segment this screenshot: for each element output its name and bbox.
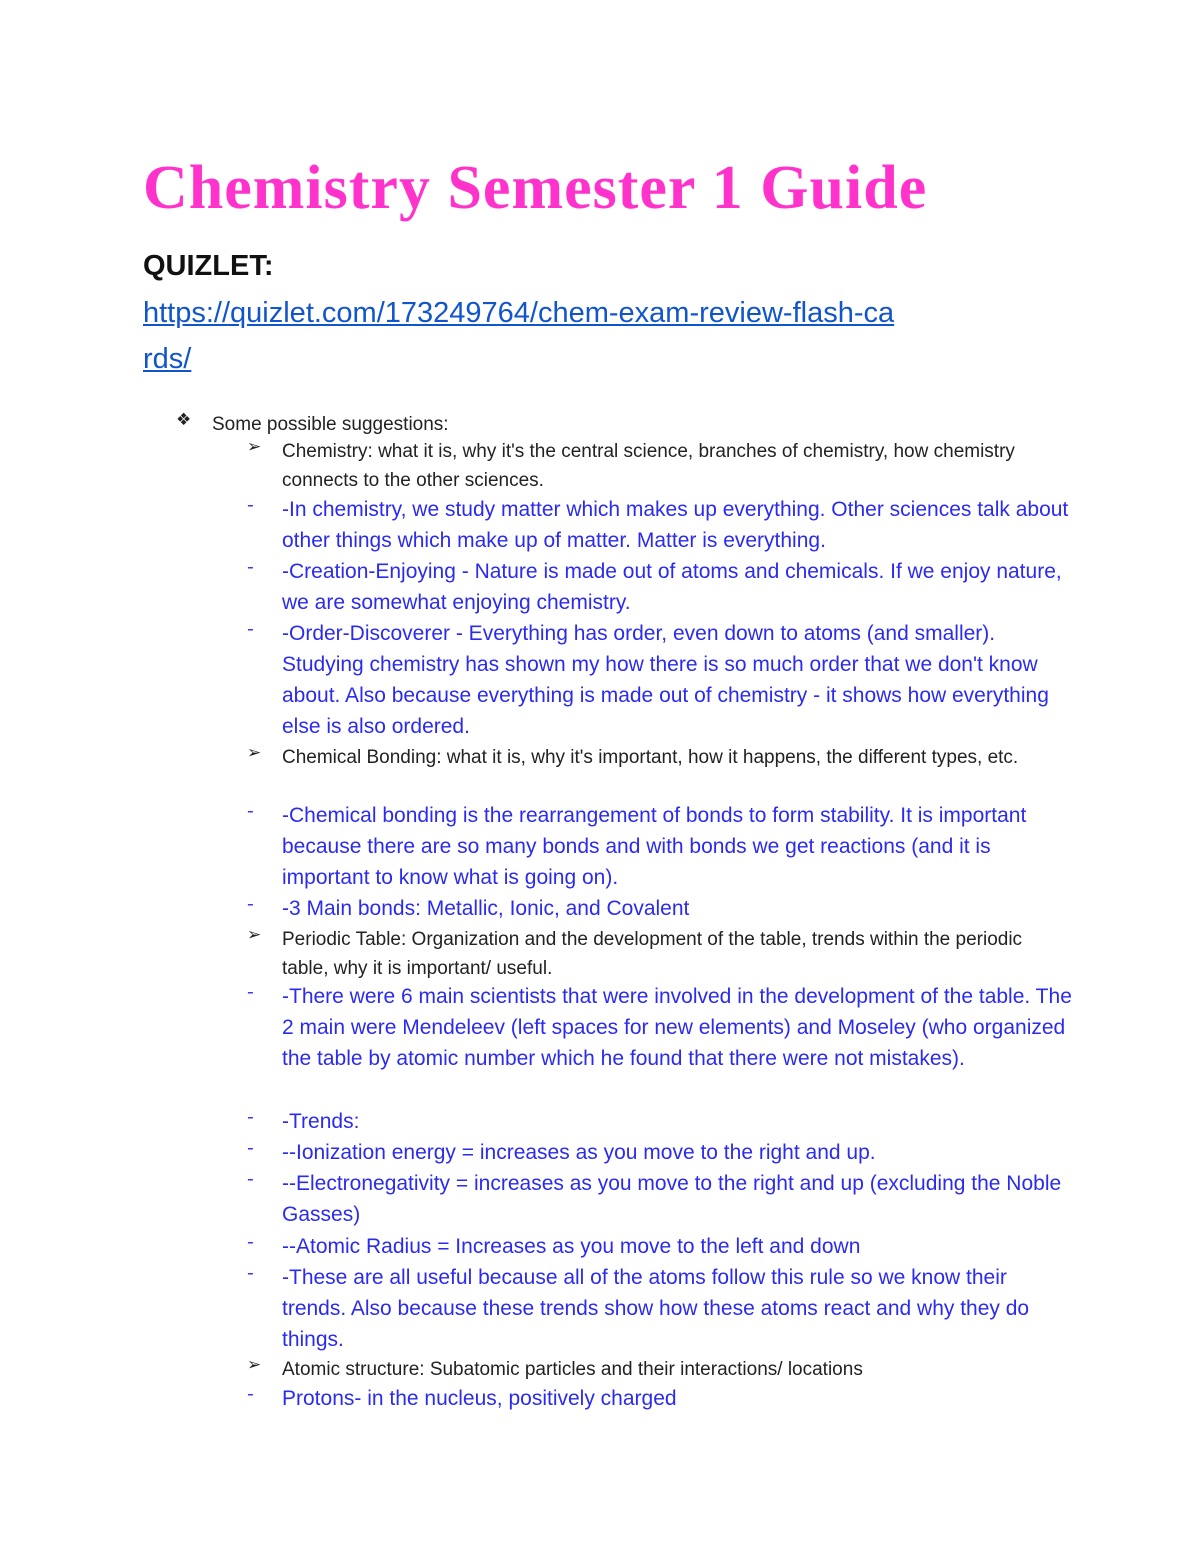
dash-bullet: - — [247, 1168, 254, 1190]
topic-text: Atomic structure: Subatomic particles and their interactions/ locations — [282, 1359, 863, 1380]
dash-bullet: - — [247, 1383, 254, 1405]
arrow-bullet-icon: ➢ — [247, 925, 262, 945]
dash-bullet: - — [247, 893, 254, 915]
diamond-bullet-icon: ❖ — [176, 410, 192, 430]
answer-text: -Creation-Enjoying - Nature is made out of atoms and chemicals. If we enjoy nature, we are somewhat enjoying chemistry. — [282, 560, 1062, 614]
dash-bullet: - — [247, 618, 254, 640]
arrow-bullet-icon: ➢ — [247, 743, 262, 763]
answer-text: -3 Main bonds: Metallic, Ionic, and Covalent — [282, 897, 690, 920]
answer-text: -Trends: — [282, 1110, 360, 1133]
answer-text: Protons- in the nucleus, positively charged — [282, 1387, 677, 1410]
dash-bullet: - — [247, 1262, 254, 1284]
arrow-bullet-icon: ➢ — [247, 437, 262, 457]
topic-text: Chemistry: what it is, why it's the central science, branches of chemistry, how chemistry connects to the other sciences. — [282, 441, 1015, 491]
quizlet-label: QUIZLET: — [143, 250, 274, 282]
topic-text: Chemical Bonding: what it is, why it's important, how it happens, the different types, etc. — [282, 747, 1019, 768]
page-title: Chemistry Semester 1 Guide — [143, 154, 928, 222]
arrow-bullet-icon: ➢ — [247, 1355, 262, 1375]
dash-bullet: - — [247, 1231, 254, 1253]
list-intro-text: Some possible suggestions: — [212, 414, 449, 435]
answer-text: --Electronegativity = increases as you move to the right and up (excluding the Noble Gasses) — [282, 1172, 1062, 1226]
dash-bullet: - — [247, 1137, 254, 1159]
answer-text: -Order-Discoverer - Everything has order, even down to atoms (and smaller). Studying chemistry has shown my how there is so much order that we don't know about. Also because everything is made out of chemistry - it shows how everything else is also ordered. — [282, 622, 1049, 738]
quizlet-link-line2: rds/ — [143, 343, 192, 375]
answer-text: -In chemistry, we study matter which makes up everything. Other sciences talk about other things which make up of matter. Matter is everything. — [282, 498, 1069, 552]
answer-text: --Atomic Radius = Increases as you move to the left and down — [282, 1235, 861, 1258]
answer-text: -These are all useful because all of the atoms follow this rule so we know their trends. Also because these trends show how these atoms react and why they do things. — [282, 1266, 1030, 1351]
answer-text: -Chemical bonding is the rearrangement of bonds to form stability. It is important because there are so many bonds and with bonds we get reactions (and it is important to know what is going on). — [282, 804, 1027, 889]
dash-bullet: - — [247, 556, 254, 578]
topic-text: Periodic Table: Organization and the development of the table, trends within the periodic table, why it is important/ useful. — [282, 929, 1023, 979]
dash-bullet: - — [247, 981, 254, 1003]
answer-text: -There were 6 main scientists that were involved in the development of the table. The 2 main were Mendeleev (left spaces for new elements) and Moseley (who organized the table by atomic number which he found that there were not mistakes). — [282, 985, 1072, 1070]
answer-text: --Ionization energy = increases as you move to the right and up. — [282, 1141, 876, 1164]
dash-bullet: - — [247, 494, 254, 516]
dash-bullet: - — [247, 800, 254, 822]
quizlet-link[interactable] — [143, 290, 1063, 382]
dash-bullet: - — [247, 1106, 254, 1128]
quizlet-link-line1: https://quizlet.com/173249764/chem-exam-review-flash-ca — [143, 297, 895, 329]
